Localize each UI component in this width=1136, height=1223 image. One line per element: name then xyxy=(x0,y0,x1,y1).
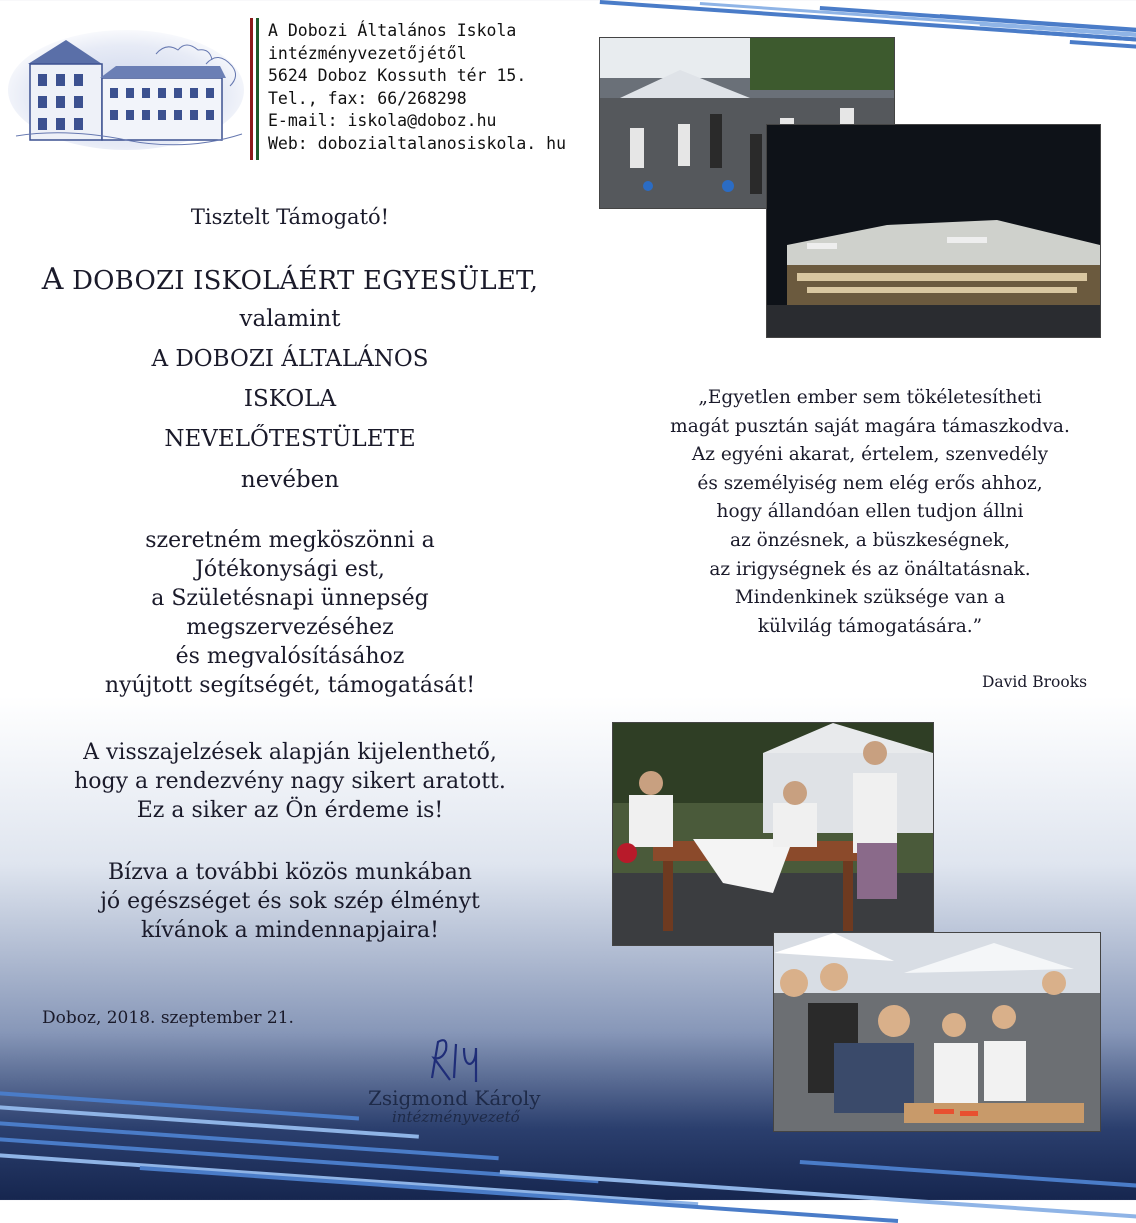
photo-performance-table xyxy=(612,722,934,946)
feedback-line: hogy a rendezvény nagy sikert aratott. xyxy=(74,769,506,794)
feedback-line: A visszajelzések alapján kijelenthető, xyxy=(83,740,497,765)
quote-line: Mindenkinek szüksége van a xyxy=(734,587,1006,609)
school-phone: Tel., fax: 66/268298 xyxy=(268,88,467,108)
association-name xyxy=(40,262,540,297)
thanks-line: és megvalósításához xyxy=(175,644,405,669)
accent-bar-red xyxy=(250,18,253,160)
thanks-line: szeretném megköszönni a xyxy=(145,528,435,553)
quote-line: magát pusztán saját magára támaszkodva. xyxy=(670,415,1070,437)
photo-children-game xyxy=(773,932,1101,1132)
letter-date: Doboz, 2018. szeptember 21. xyxy=(42,1008,294,1028)
quote-block xyxy=(620,384,1120,641)
thanks-line: megszervezéséhez xyxy=(186,615,394,640)
wishes-line: Bízva a további közös munkában xyxy=(108,860,472,885)
thanks-paragraph xyxy=(40,526,540,700)
quote-line: Az egyéni akarat, értelem, szenvedély xyxy=(691,444,1049,466)
school-building-logo xyxy=(6,24,246,152)
school-line-1: A DOBOZI ÁLTALÁNOS xyxy=(151,346,429,372)
thanks-line: Jótékonysági est, xyxy=(195,557,385,582)
quote-line: és személyiség nem elég erős ahhoz, xyxy=(697,472,1043,494)
school-web: Web: dobozialtalanosiskola. hu xyxy=(268,133,567,153)
neveben: nevében xyxy=(240,467,340,493)
feedback-paragraph xyxy=(40,738,540,825)
association-rest: DOBOZI ISKOLÁÉRT EGYESÜLET, xyxy=(72,266,539,296)
thanks-line: nyújtott segítségét, támogatását! xyxy=(104,673,476,698)
sender-role: intézményvezetőjétől xyxy=(268,43,467,63)
school-email: E-mail: iskola@doboz.hu xyxy=(268,111,497,130)
school-address-block xyxy=(268,20,566,155)
wishes-line: kívánok a mindennapjaira! xyxy=(141,918,439,943)
school-address: 5624 Doboz Kossuth tér 15. xyxy=(268,66,527,85)
association-initial: A xyxy=(41,262,64,297)
signer-role: intézményvezető xyxy=(392,1108,520,1126)
photo-evening-tents xyxy=(766,124,1101,338)
wishes-paragraph xyxy=(40,858,540,945)
thanks-line: a Születésnapi ünnepség xyxy=(151,586,429,611)
quote-line: az önzésnek, a büszkeségnek, xyxy=(729,529,1011,551)
quote-line: „Egyetlen ember sem tökéletesítheti xyxy=(698,387,1042,408)
quote-line: az irigységnek és az önáltatásnak. xyxy=(709,558,1031,580)
wishes-line: jó egészséget és sok szép élményt xyxy=(100,889,480,914)
quote-author: David Brooks xyxy=(982,673,1088,691)
school-name: A Dobozi Általános Iskola xyxy=(268,21,517,40)
quote-line: hogy állandóan ellen tudjon állni xyxy=(716,501,1024,523)
signer-name: Zsigmond Károly xyxy=(368,1086,541,1110)
valamint: valamint xyxy=(239,306,341,332)
greeting: Tisztelt Támogató! xyxy=(190,205,390,229)
feedback-line: Ez a siker az Ön érdeme is! xyxy=(136,798,444,823)
accent-bar-green xyxy=(256,18,259,160)
quote-line: külvilág támogatására.” xyxy=(757,615,983,637)
school-line-2: ISKOLA xyxy=(243,386,337,412)
school-line-3: NEVELŐTESTÜLETE xyxy=(164,426,416,452)
